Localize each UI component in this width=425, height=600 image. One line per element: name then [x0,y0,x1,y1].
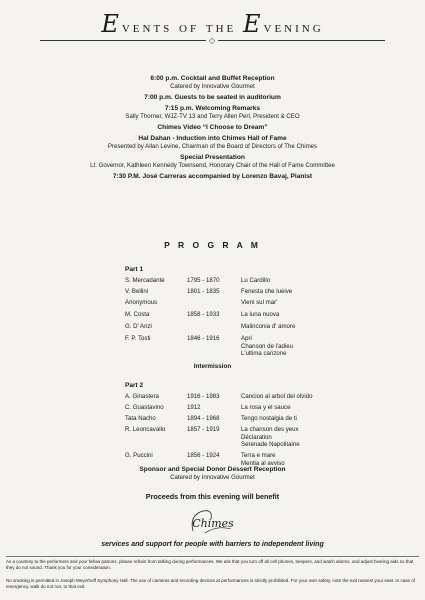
part-2-label: Part 2 [125,382,144,389]
composer: G. Puccini [125,452,153,459]
intermission-label: Intermission [193,363,232,370]
chimes-tagline: services and support for people with barriers to independent living [101,541,324,548]
schedule-item-head: Hal Dahan - Induction into Chimes Hall of Fame [138,135,287,142]
title-initial-1: E [101,10,122,38]
work-list [241,452,381,467]
schedule-item [0,75,425,91]
title-word-2: vening [263,20,324,36]
composer: V. Bellini [125,288,149,295]
footer-divider [6,556,419,557]
schedule-item-head: 7:15 p.m. Welcoming Remarks [164,105,261,112]
composer: S. Mercadante [125,277,165,284]
sponsor-caterer: Catered by Innovative Gourmet [170,474,255,481]
work-title: Vieni sul mar' [241,299,278,306]
chimes-logo-text: Chimes [192,517,234,530]
schedule-item [0,154,425,170]
composer: C. Guastavino [125,404,164,411]
work-title: La luna nuova [241,311,280,318]
composer-years: 1846 - 1916 [187,335,220,342]
sponsor-block [0,466,425,482]
composer-years: 1894 - 1968 [187,415,220,422]
schedule-item-sub: Sally Thorner, WJZ-TV 13 and Terry Allen Perl, President & CEO [125,113,300,120]
schedule-item-sub: Presented by Allan Levine, Chairman of the Board of Directors of The Chimes [107,143,318,150]
schedule-item [0,94,425,102]
schedule-item-head: 7:00 p.m. Guests to be seated in auditorium [144,94,281,101]
work-list [241,335,381,358]
schedule-item-sub: Lt. Governor, Kathleen Kennedy Townsend, Honorary Chair of the Hall of Fame Committee [90,162,335,169]
schedule-item [0,173,425,181]
composer-years: 1856 - 1924 [187,452,220,459]
divider-ornament-icon: ◇ [206,36,218,45]
composer: F. P. Tosti [125,335,151,342]
composer: Tata Nacho [125,415,156,422]
program-heading: P R O G R A M [164,240,261,250]
composer: M. Costa [125,311,150,318]
composer-years: 1916 - 1983 [187,393,220,400]
page-title [0,10,425,38]
composer: G. D' Anzi [125,323,152,330]
work-title: Mentia al avviso [241,459,285,467]
work-title: Serenade Napolitaine [241,441,300,449]
work-title: Apri [241,335,252,342]
schedule-item-head: 7:30 P.M. José Carreras accompanied by Lorenzo Bavaj, Pianist [112,173,313,180]
work-title: Terra e mare [241,452,276,459]
composer-years: 1858 - 1933 [187,311,220,318]
sponsor-heading: Sponsor and Special Donor Dessert Reception [139,466,286,473]
composer-years: 1795 - 1870 [187,277,220,284]
schedule-item-head: 6:00 p.m. Cocktail and Buffet Reception [150,75,275,82]
work-list [241,426,381,449]
part-1-label: Part 1 [125,266,144,273]
schedule-item-head: Chimes Video “I Choose to Dream” [157,124,268,131]
work-title: La rosa y el sauce [241,404,291,411]
schedule-item [0,124,425,132]
composer-years: 1912 [187,404,201,411]
composer: R. Leoncavallo [125,426,166,433]
work-title: L'ultima canzone [241,350,287,358]
work-title: Déclaration [241,433,272,441]
composer: A. Ginastera [125,393,159,400]
composer-years: 1857 - 1919 [187,426,220,433]
work-title: Malinconia d' amore [241,323,296,330]
schedule-item-head: Special Presentation [180,154,245,161]
work-title: La chanson des yeux [241,426,299,433]
event-schedule [0,75,425,184]
title-word-1: vents of the [121,20,237,36]
work-title: Tengo nostalgia de ti [241,415,297,422]
work-title: Chanson de l'adieu [241,342,293,350]
composer-years: 1801 - 1835 [187,288,220,295]
composer: Anonymous [125,299,158,306]
chimes-logo [187,505,239,539]
work-title: Fenesta che lueive [241,288,293,295]
proceeds-text: Proceeds from this evening will benefit [145,492,280,501]
schedule-item-sub: Catered by Innovative Gourmet [170,83,255,90]
work-title: Lu Cardillo [241,277,271,284]
safety-note: No smoking is permitted in Joseph Meyerhoff Symphony Hall. The use of cameras and recording devices at performances is strictly prohibited. For your own safety, note the exit nearest your seat. In case of emergency, walk do not run, to that exit. [6,578,415,589]
courtesy-note: As a courtesy to the performers and your fellow patrons, please refrain from talking during performances. We ask that you turn off all cell phones, beepers, and watch alarms, and adjust hearing aids so that they do not sound. Thank you for your consideration. [6,559,414,570]
schedule-item [0,135,425,151]
schedule-item [0,105,425,121]
title-initial-2: E [242,10,264,38]
work-title: Cancion al arbol del olvido [241,393,313,400]
